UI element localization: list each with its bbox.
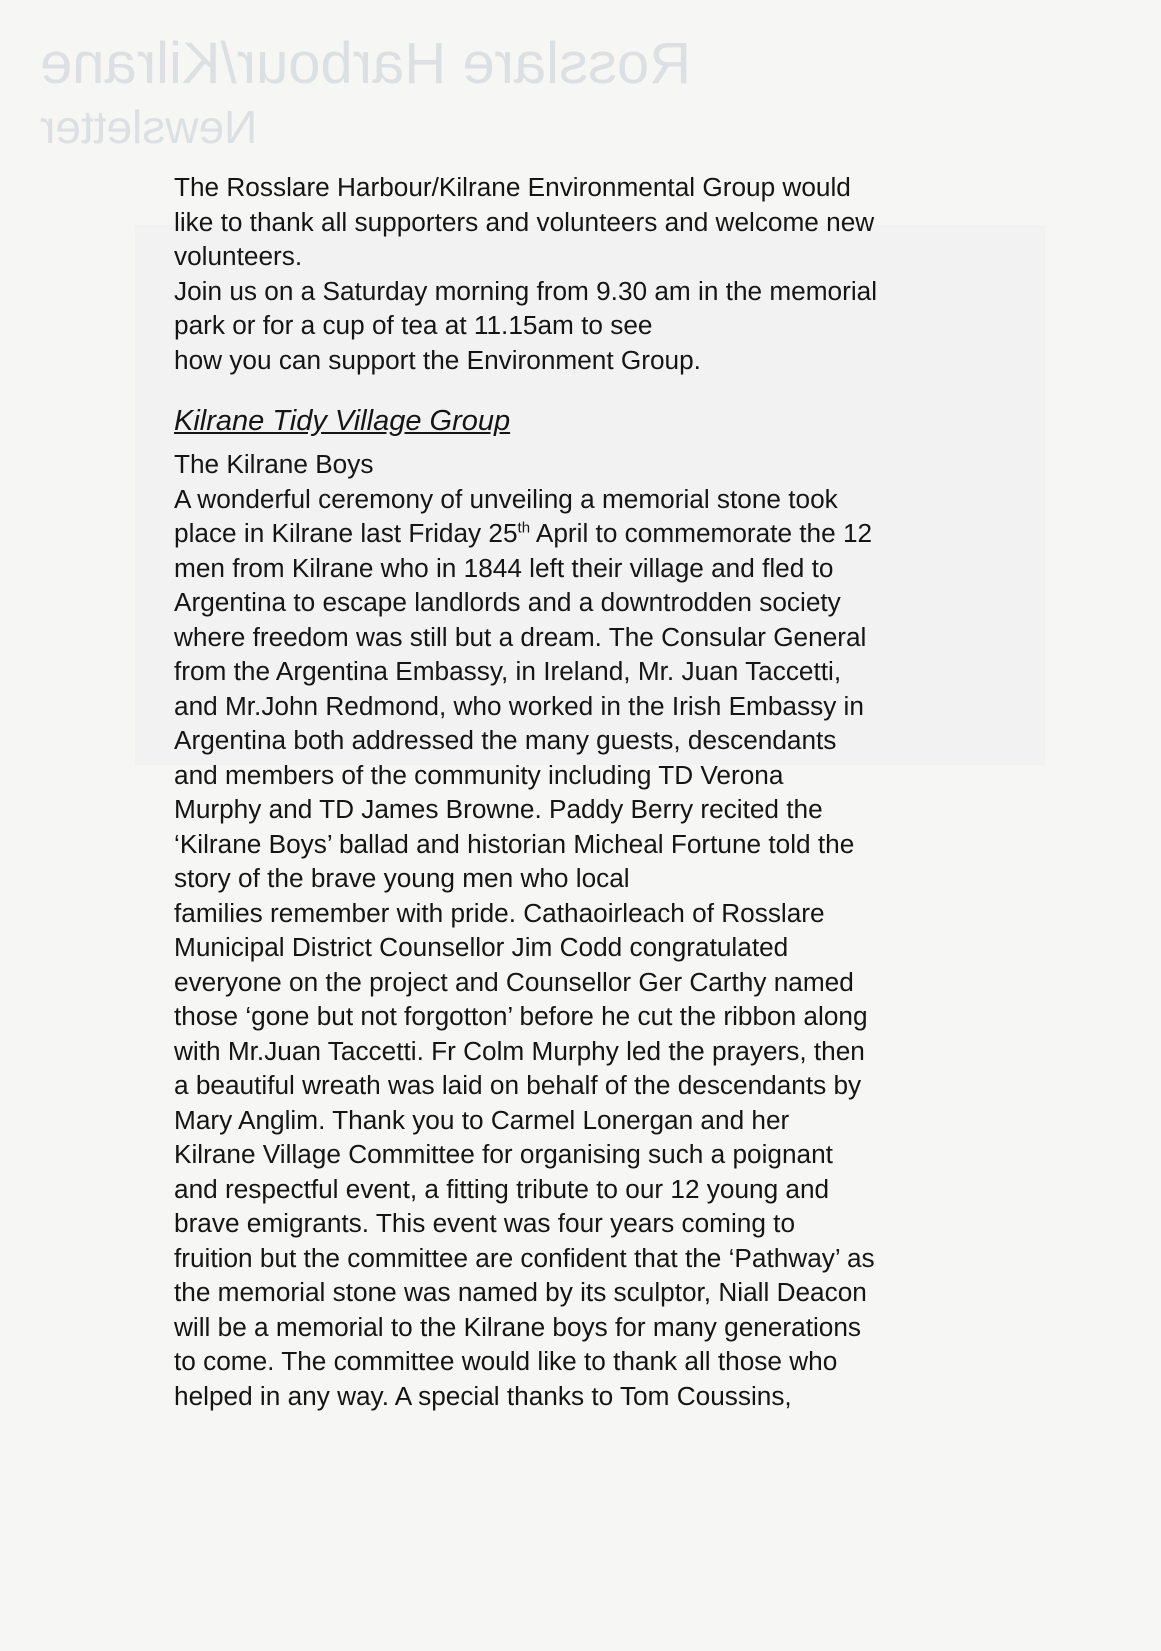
- section-subheading: The Kilrane Boys: [174, 449, 374, 479]
- intro-paragraph-thanks: The Rosslare Harbour/Kilrane Environmental Group would like to thank all supporters and volunteers and welcome new volunteers.: [174, 172, 875, 271]
- reverse-side-subtitle: Newsletter: [40, 101, 258, 153]
- ordinal-suffix: th: [517, 519, 531, 537]
- body-line-1: A wonderful ceremony of unveiling a memorial stone took: [174, 483, 838, 514]
- article-content: [174, 170, 1004, 1413]
- article-body: [174, 482, 1004, 1414]
- reverse-side-title: Rosslare Harbour/Kilrane: [40, 31, 692, 96]
- section-heading: Kilrane Tidy Village Group: [174, 405, 511, 437]
- body-remaining-text: men from Kilrane who in 1844 left their village and fled to Argentina to escape landlords and a downtrodden society where freedom was still but a dream. The Consular General from the Argentina Embassy, in Ireland, Mr. Juan Taccetti, and Mr.John Redmond, who worked in the Irish Embassy in Argentina both addressed the many guests, descendants and members of the community including TD Verona Murphy and TD James Browne. Paddy Berry recited the ‘Kilrane Boys’ ballad and historian Micheal Fortune told the story of the brave young men who local families remember with pride. Cathaoirleach of Rosslare Municipal District Counsellor Jim Codd congratulated everyone on the project and Counsellor Ger Carthy named those ‘gone but not forgotton’ before he cut the ribbon along with Mr.Juan Taccetti. Fr Colm Murphy led the prayers, then a beautiful wreath was laid on behalf of the descendants by Mary Anglim. Thank you to Carmel Lonergan and her Kilrane Village Committee for organising such a poignant and respectful event, a fitting tribute to our 12 young and brave emigrants. This event was four years coming to fruition but the committee are confident that the ‘Pathway’ as the memorial stone was named by its sculptor, Niall Deacon will be a memorial to the Kilrane boys for many generations to come. The committee would like to thank all those who helped in any way. A special thanks to Tom Coussins,: [174, 552, 875, 1411]
- body-date-text: place in Kilrane last Friday 25: [174, 518, 518, 548]
- body-date-continuation: April to commemorate the 12: [530, 518, 873, 548]
- intro-paragraph-invitation: Join us on a Saturday morning from 9.30 am in the memorial park or for a cup of tea at 11.15am to see how you can support the Environment Group.: [174, 275, 878, 375]
